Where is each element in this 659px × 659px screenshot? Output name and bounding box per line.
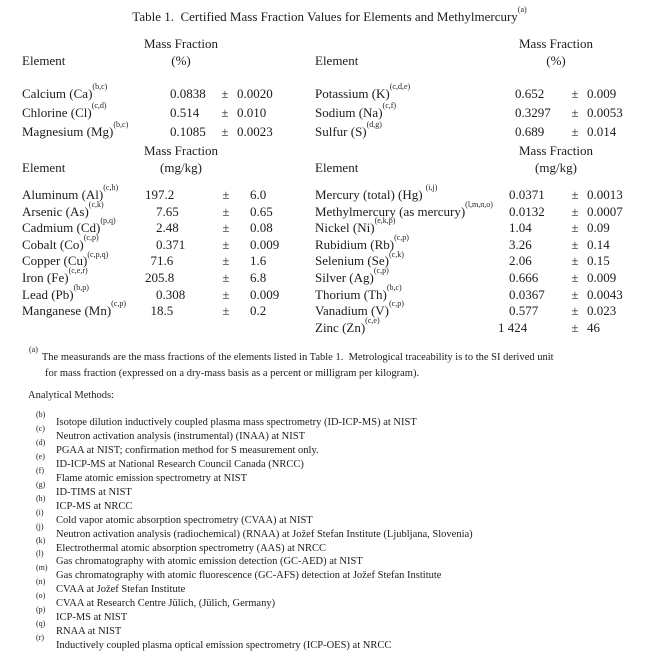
value: 197.2 xyxy=(145,187,175,202)
method-item xyxy=(36,563,659,583)
value: 0.0838 xyxy=(170,86,206,101)
value: 3.26 xyxy=(509,236,532,252)
element-label: Cobalt (Co) xyxy=(22,236,84,252)
method-marker: (g) xyxy=(36,479,46,489)
element-footnote-marker: (c,f) xyxy=(382,101,397,111)
method-text: Electrothermal atomic absorption spectrometry (AAS) at NRCC xyxy=(56,542,327,554)
element-footnote-marker: (c,p) xyxy=(394,232,409,242)
uncertainty: 0.14 xyxy=(587,236,610,252)
mass-fraction-header xyxy=(121,143,241,176)
table-row xyxy=(22,249,315,270)
method-item xyxy=(36,493,659,514)
plus-minus: ± xyxy=(571,124,579,139)
element-footnote-marker: (c,d) xyxy=(91,101,107,111)
method-marker: (n) xyxy=(36,577,46,587)
element-cell xyxy=(22,232,145,254)
value: 2.48 xyxy=(156,220,179,236)
uncertainty: 0.014 xyxy=(587,124,617,139)
plus-minus: ± xyxy=(222,253,230,269)
plus-minus: ± xyxy=(571,105,579,120)
table-row xyxy=(315,216,640,237)
element-label: Methylmercury (as mercury) xyxy=(315,203,466,219)
table-row xyxy=(315,84,640,103)
value: 0.0371 xyxy=(509,187,545,202)
column-header-mass-fraction: Mass Fraction xyxy=(143,36,219,51)
footnote-a-text: The measurands are the mass fractions of the elements listed in Table 1. Metrological traceability is to the SI derived unit xyxy=(41,352,554,364)
column-header-unit: (mg/kg) xyxy=(535,159,577,175)
uncertainty: 0.009 xyxy=(250,236,280,252)
method-marker: (m) xyxy=(36,563,48,573)
method-marker: (f) xyxy=(36,465,44,475)
element-footnote-marker: (d,g) xyxy=(366,120,382,130)
plus-minus: ± xyxy=(222,286,230,302)
method-marker: (e) xyxy=(36,452,45,462)
column-header-element: Element xyxy=(22,159,66,175)
methods-list xyxy=(36,410,659,652)
method-marker: (j) xyxy=(36,521,44,531)
element-label: Thorium (Th) xyxy=(315,286,387,302)
element-footnote-marker: (l,m,n,o) xyxy=(465,199,493,209)
plus-minus: ± xyxy=(571,187,579,202)
element-label: Vanadium (V) xyxy=(315,303,390,319)
plus-minus: ± xyxy=(571,236,579,252)
mgkg-section xyxy=(0,143,659,336)
document-page xyxy=(0,5,659,659)
element-footnote-marker: (c,k) xyxy=(88,199,104,209)
value: 0.689 xyxy=(515,124,545,139)
method-item xyxy=(36,424,659,444)
uncertainty: 0.0053 xyxy=(587,105,623,120)
table-row xyxy=(22,232,315,254)
method-text: Inductively coupled plasma optical emission spectrometry (ICP-OES) at NRCC xyxy=(56,639,392,651)
table-row xyxy=(315,266,640,287)
method-marker: (p) xyxy=(36,605,46,615)
element-footnote-marker: (b,c) xyxy=(113,120,129,130)
element-footnote-marker: (c,p,q) xyxy=(87,249,109,259)
table-title-text: Table 1. Certified Mass Fraction Values for Elements and Methylmercury xyxy=(132,9,518,24)
plus-minus: ± xyxy=(571,253,579,269)
element-label: Nickel (Ni) xyxy=(315,220,375,236)
uncertainty: 0.010 xyxy=(237,105,267,120)
uncertainty: 0.09 xyxy=(587,220,610,236)
element-label: Silver (Ag) xyxy=(315,269,374,285)
element-cell xyxy=(315,299,498,320)
plus-minus: ± xyxy=(222,236,230,252)
method-text: PGAA at NIST; confirmation method for S measurement only. xyxy=(56,445,319,457)
element-cell xyxy=(315,315,498,337)
plus-minus: ± xyxy=(571,269,579,285)
element-cell xyxy=(22,299,145,320)
uncertainty: 0.15 xyxy=(587,253,610,269)
method-item xyxy=(36,479,659,500)
method-marker: (o) xyxy=(36,591,46,601)
table-body xyxy=(22,183,315,320)
method-text: Neutron activation analysis (instrumental) (INAA) at NIST xyxy=(56,431,306,443)
element-label: Mercury (total) (Hg) xyxy=(315,187,423,202)
method-item xyxy=(36,577,659,597)
column-header-mass-fraction: Mass Fraction xyxy=(143,143,219,158)
value: 0.371 xyxy=(156,236,186,252)
element-cell xyxy=(22,103,170,122)
element-label: Chlorine (Cl) xyxy=(22,105,92,120)
element-label: Aluminum (Al) xyxy=(22,187,104,202)
element-label: Calcium (Ca) xyxy=(22,86,93,101)
footnote-a xyxy=(29,345,659,381)
method-text: Neutron activation analysis (radiochemical) (RNAA) at Jožef Stefan Institute (Ljubljana, Slovenia) xyxy=(56,528,473,540)
uncertainty: 1.6 xyxy=(250,253,267,269)
uncertainty: 0.65 xyxy=(250,203,273,219)
table-row xyxy=(315,199,640,221)
analytical-methods-heading: Analytical Methods: xyxy=(28,390,115,402)
element-label: Cadmium (Cd) xyxy=(22,220,101,236)
element-cell xyxy=(315,199,498,221)
method-text: Flame atomic emission spectrometry at NIST xyxy=(56,472,247,484)
method-marker-box xyxy=(36,632,56,653)
method-marker: (k) xyxy=(36,535,46,545)
method-marker: (b) xyxy=(36,410,46,420)
table-title xyxy=(0,5,659,24)
element-label: Sulfur (S) xyxy=(315,124,367,139)
element-footnote-marker: (c,p) xyxy=(83,232,99,242)
table-row xyxy=(315,122,640,141)
plus-minus: ± xyxy=(221,86,229,101)
element-cell xyxy=(22,122,170,141)
element-cell xyxy=(315,232,498,254)
column-header-mass-fraction: Mass Fraction xyxy=(518,36,594,51)
element-footnote-marker: (c,k) xyxy=(389,249,404,259)
plus-minus: ± xyxy=(571,203,579,219)
plus-minus: ± xyxy=(222,220,230,236)
value: 0.577 xyxy=(509,303,539,319)
element-label: Copper (Cu) xyxy=(22,253,88,269)
element-footnote-marker: (c,e,r) xyxy=(68,266,88,276)
method-marker: (c) xyxy=(36,424,45,434)
table-row xyxy=(315,282,640,304)
method-text: RNAA at NIST xyxy=(56,625,122,637)
element-footnote-marker: (c,p) xyxy=(111,299,127,309)
element-footnote-marker: (b,c) xyxy=(92,82,108,92)
table-header xyxy=(22,143,315,176)
uncertainty: 0.023 xyxy=(587,303,617,319)
method-text: ICP-MS at NRCC xyxy=(56,500,133,512)
table-body xyxy=(315,183,640,336)
value: 0.3297 xyxy=(515,105,551,120)
element-footnote-marker: (e,k,p) xyxy=(374,216,396,226)
element-footnote-marker: (c,h) xyxy=(103,183,119,193)
element-label: Rubidium (Rb) xyxy=(315,236,395,252)
element-footnote-marker: (c,e) xyxy=(365,315,380,325)
element-footnote-marker: (p,q) xyxy=(100,216,116,226)
element-cell xyxy=(315,249,498,270)
method-item xyxy=(36,452,659,472)
uncertainty: 0.0007 xyxy=(587,203,623,219)
value: 0.308 xyxy=(156,286,186,302)
column-header-unit: (%) xyxy=(171,52,191,68)
plus-minus: ± xyxy=(222,303,230,319)
element-footnote-marker: (c,d,e) xyxy=(389,82,411,92)
uncertainty: 0.009 xyxy=(587,269,617,285)
element-cell xyxy=(315,84,515,103)
percent-right-table xyxy=(315,36,640,141)
plus-minus: ± xyxy=(221,124,229,139)
uncertainty: 0.0043 xyxy=(587,286,623,302)
table-body xyxy=(22,84,315,141)
method-text: ID-TIMS at NIST xyxy=(56,486,132,498)
value: 0.1085 xyxy=(170,124,206,139)
uncertainty: 46 xyxy=(587,319,600,335)
table-row xyxy=(22,183,315,204)
column-header-element: Element xyxy=(22,52,66,68)
method-marker: (i) xyxy=(36,507,44,517)
column-header-unit: (%) xyxy=(546,52,566,68)
plus-minus: ± xyxy=(221,105,229,120)
element-footnote-marker: (c,p) xyxy=(373,266,389,276)
plus-minus: ± xyxy=(571,220,579,236)
footnote-a-line2 xyxy=(29,366,659,382)
table-header xyxy=(22,36,315,69)
table-body xyxy=(315,84,640,141)
uncertainty: 0.08 xyxy=(250,220,273,236)
table-header xyxy=(315,143,640,176)
uncertainty: 0.2 xyxy=(250,303,267,319)
element-cell xyxy=(22,199,145,221)
element-cell xyxy=(315,266,498,287)
value: 18.5 xyxy=(150,303,174,319)
table-row xyxy=(22,282,315,304)
method-item xyxy=(36,549,659,569)
value: 0.514 xyxy=(170,105,200,120)
method-marker: (r) xyxy=(36,632,44,642)
element-label: Sodium (Na) xyxy=(315,105,383,120)
table-row xyxy=(315,315,640,337)
element-cell xyxy=(22,282,145,304)
method-item xyxy=(36,438,659,458)
element-cell xyxy=(315,122,515,141)
method-text: CVAA at Research Centre Jülich, (Jülich, Germany) xyxy=(56,598,276,610)
element-label: Manganese (Mn) xyxy=(22,303,112,319)
plus-minus: ± xyxy=(571,319,579,335)
method-item xyxy=(36,605,659,625)
footnote-a-text: for mass fraction (expressed on a dry-mass basis as a percent or milligram per kilogram). xyxy=(45,367,420,379)
footnote-a-line1 xyxy=(29,345,659,366)
value: 7.65 xyxy=(156,203,179,219)
percent-left-table xyxy=(22,36,315,141)
plus-minus: ± xyxy=(222,187,230,202)
uncertainty: 0.009 xyxy=(250,286,280,302)
element-label: Lead (Pb) xyxy=(22,286,74,302)
element-cell xyxy=(22,183,145,204)
uncertainty: 0.0013 xyxy=(587,187,623,202)
value: 71.6 xyxy=(150,253,174,269)
value: 2.06 xyxy=(509,253,532,269)
method-marker: (l) xyxy=(36,549,44,559)
plus-minus: ± xyxy=(571,86,579,101)
value: 0.0132 xyxy=(509,203,545,219)
element-footnote-marker: (c,p) xyxy=(389,299,404,309)
table-header xyxy=(315,36,640,69)
table-row xyxy=(22,199,315,221)
plus-minus: ± xyxy=(222,203,230,219)
method-marker: (h) xyxy=(36,493,46,503)
uncertainty: 6.8 xyxy=(250,269,267,285)
table-row xyxy=(315,299,640,320)
method-marker: (q) xyxy=(36,618,46,628)
value: 0.652 xyxy=(515,86,545,101)
method-text: Gas chromatography with atomic emission detection (GC-AED) at NIST xyxy=(56,556,363,568)
table-row xyxy=(22,299,315,320)
method-text: Isotope dilution inductively coupled plasma mass spectrometry (ID-ICP-MS) at NIST xyxy=(56,417,417,429)
method-item xyxy=(36,632,659,653)
plus-minus: ± xyxy=(571,286,579,302)
method-text: ID-ICP-MS at National Research Council Canada (NRCC) xyxy=(56,459,304,471)
element-label: Arsenic (As) xyxy=(22,203,89,219)
uncertainty: 0.009 xyxy=(587,86,617,101)
mass-fraction-header xyxy=(121,36,241,69)
table-title-footnote-marker: (a) xyxy=(517,5,527,15)
column-header-element: Element xyxy=(315,159,359,175)
element-cell xyxy=(315,103,515,122)
method-text: CVAA at Jožef Stefan Institute xyxy=(56,584,186,596)
element-footnote-marker: (b,p) xyxy=(73,282,89,292)
method-item xyxy=(36,591,659,611)
element-cell xyxy=(315,282,498,304)
mass-fraction-header xyxy=(496,143,616,176)
uncertainty: 6.0 xyxy=(250,187,267,202)
uncertainty: 0.0023 xyxy=(237,124,273,139)
method-item xyxy=(36,521,659,542)
table-row xyxy=(22,122,315,141)
method-item xyxy=(36,410,659,430)
uncertainty: 0.0020 xyxy=(237,86,273,101)
element-label: Selenium (Se) xyxy=(315,253,390,269)
value: 1.04 xyxy=(509,220,532,236)
column-header-unit: (mg/kg) xyxy=(160,159,202,175)
element-label: Iron (Fe) xyxy=(22,269,69,285)
column-header-mass-fraction: Mass Fraction xyxy=(518,143,594,158)
mgkg-right-table xyxy=(315,143,640,336)
plus-minus: ± xyxy=(571,303,579,319)
method-text: Cold vapor atomic absorption spectrometry (CVAA) at NIST xyxy=(56,514,313,526)
table-row xyxy=(315,103,640,122)
table-row xyxy=(22,103,315,122)
element-label: Potassium (K) xyxy=(315,86,390,101)
element-label: Zinc (Zn) xyxy=(315,319,366,335)
plus-minus: ± xyxy=(222,269,230,285)
footnote-a-marker: (a) xyxy=(29,345,38,355)
mass-fraction-header xyxy=(496,36,616,69)
percent-section xyxy=(0,36,659,141)
value: 0.666 xyxy=(509,269,539,285)
element-label: Magnesium (Mg) xyxy=(22,124,114,139)
method-item xyxy=(36,507,659,528)
column-header-element: Element xyxy=(315,52,359,68)
method-text: ICP-MS at NIST xyxy=(56,612,128,624)
element-footnote-marker: (b,c) xyxy=(386,282,402,292)
method-text: Gas chromatography with atomic fluorescence (GC-AFS) detection at Jožef Stefan Institute xyxy=(56,570,442,582)
method-marker: (d) xyxy=(36,438,46,448)
table-row xyxy=(315,232,640,254)
value: 1 424 xyxy=(498,319,528,335)
mgkg-left-table xyxy=(22,143,315,336)
table-row xyxy=(22,84,315,103)
value: 205.8 xyxy=(145,269,175,285)
table-row xyxy=(22,216,315,237)
method-item xyxy=(36,535,659,559)
table-row xyxy=(315,249,640,270)
table-row xyxy=(22,266,315,287)
value: 0.0367 xyxy=(509,286,545,302)
element-footnote-marker: (i,j) xyxy=(425,183,438,193)
